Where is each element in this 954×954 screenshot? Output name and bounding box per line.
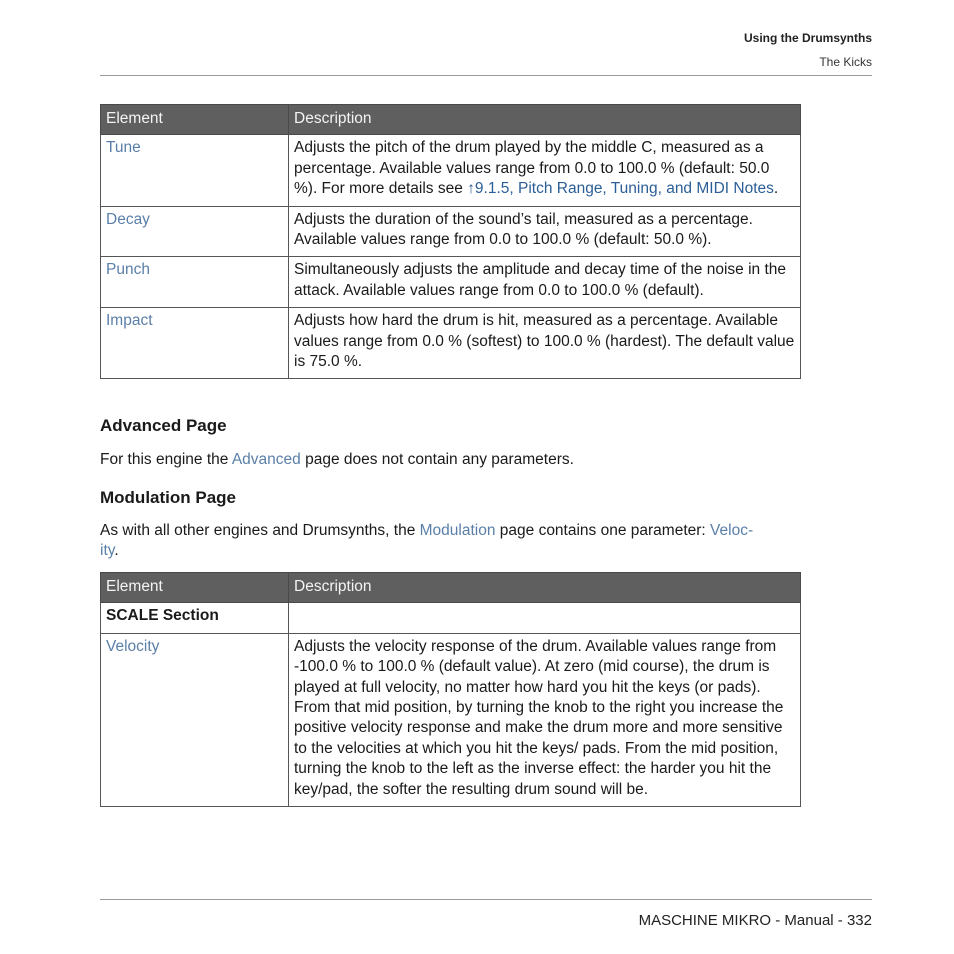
description-text: Adjusts the pitch of the drum played by the middle C, measured as a percentage. Available values range from 0.0 to 100.0 % (default: 50.0 %). For more details see bbox=[294, 139, 770, 198]
table-row bbox=[101, 206, 801, 257]
description-cell: Simultaneously adjusts the amplitude and decay time of the noise in the attack. Available values range from 0.0 to 100.0 % (default). bbox=[289, 257, 801, 308]
table-row bbox=[101, 257, 801, 308]
advanced-link[interactable]: Advanced bbox=[231, 451, 301, 468]
header-chapter-title: Using the Drumsynths bbox=[743, 31, 872, 45]
element-link-velocity[interactable]: Velocity bbox=[106, 637, 160, 655]
element-cell bbox=[101, 308, 289, 379]
table-header-row bbox=[101, 105, 801, 135]
header-section-title: The Kicks bbox=[819, 55, 872, 69]
velocity-link[interactable]: Veloc- bbox=[710, 522, 754, 539]
modulation-page-heading: Modulation Page bbox=[100, 488, 236, 507]
element-link-impact[interactable]: Impact bbox=[106, 312, 153, 330]
column-header-description: Description bbox=[289, 105, 801, 135]
element-link-decay[interactable]: Decay bbox=[106, 210, 150, 228]
paragraph-text: As with all other engines and Drumsynths, the bbox=[100, 522, 420, 539]
table-row bbox=[101, 633, 801, 806]
element-cell bbox=[101, 135, 289, 206]
paragraph-text: . bbox=[114, 542, 119, 560]
paragraph-text: For this engine the bbox=[100, 451, 232, 468]
element-cell bbox=[101, 206, 289, 257]
advanced-page-paragraph bbox=[100, 450, 800, 470]
kicks-parameter-table bbox=[100, 104, 801, 379]
element-cell bbox=[101, 257, 289, 308]
page-footer: MASCHINE MIKRO - Manual - 332 bbox=[638, 912, 872, 929]
description-text-end: . bbox=[773, 180, 779, 198]
table-row bbox=[101, 308, 801, 379]
modulation-link[interactable]: Modulation bbox=[419, 522, 496, 539]
description-cell: Adjusts the velocity response of the drum. Available values range from -100.0 % to 100.0 % (default value). At zero (mid course), the drum is played at full velocity, no matter how hard you hit the keys (or pads). From that mid position, by turning the knob to the right you increase the positive velocity response and make the drum more and more sensitive to the velocities at which you hit the keys/ pads. From the mid position, turning the knob to the left as the inverse effect: the harder you hit the key/pad, the softer the resulting drum sound will be. bbox=[289, 633, 801, 806]
paragraph-text: page does not contain any parameters. bbox=[300, 451, 574, 468]
element-cell bbox=[101, 633, 289, 806]
modulation-parameter-table bbox=[100, 572, 801, 807]
header-divider bbox=[100, 75, 872, 76]
column-header-element: Element bbox=[101, 105, 289, 135]
element-link-tune[interactable]: Tune bbox=[106, 139, 141, 157]
paragraph-text: page contains one parameter: bbox=[495, 522, 711, 539]
column-header-element: Element bbox=[101, 573, 289, 603]
advanced-page-heading: Advanced Page bbox=[100, 416, 227, 435]
modulation-page-paragraph bbox=[100, 521, 800, 562]
element-link-punch[interactable]: Punch bbox=[106, 261, 150, 279]
description-cell bbox=[289, 135, 801, 206]
cross-reference-link[interactable]: ↑9.1.5, Pitch Range, Tuning, and MIDI Notes bbox=[467, 180, 774, 198]
table-row bbox=[101, 135, 801, 206]
table-section-row bbox=[101, 603, 801, 633]
section-label: SCALE Section bbox=[101, 603, 289, 633]
table-header-row bbox=[101, 573, 801, 603]
description-cell: Adjusts how hard the drum is hit, measured as a percentage. Available values range from 0.0 % (softest) to 100.0 % (hardest). The default value is 75.0 %. bbox=[289, 308, 801, 379]
footer-divider bbox=[100, 899, 872, 900]
column-header-description: Description bbox=[289, 573, 801, 603]
velocity-link-continued[interactable]: ity bbox=[100, 542, 115, 560]
description-cell: Adjusts the duration of the sound’s tail, measured as a percentage. Available values range from 0.0 to 100.0 % (default: 50.0 %). bbox=[289, 206, 801, 257]
empty-cell bbox=[289, 603, 801, 633]
